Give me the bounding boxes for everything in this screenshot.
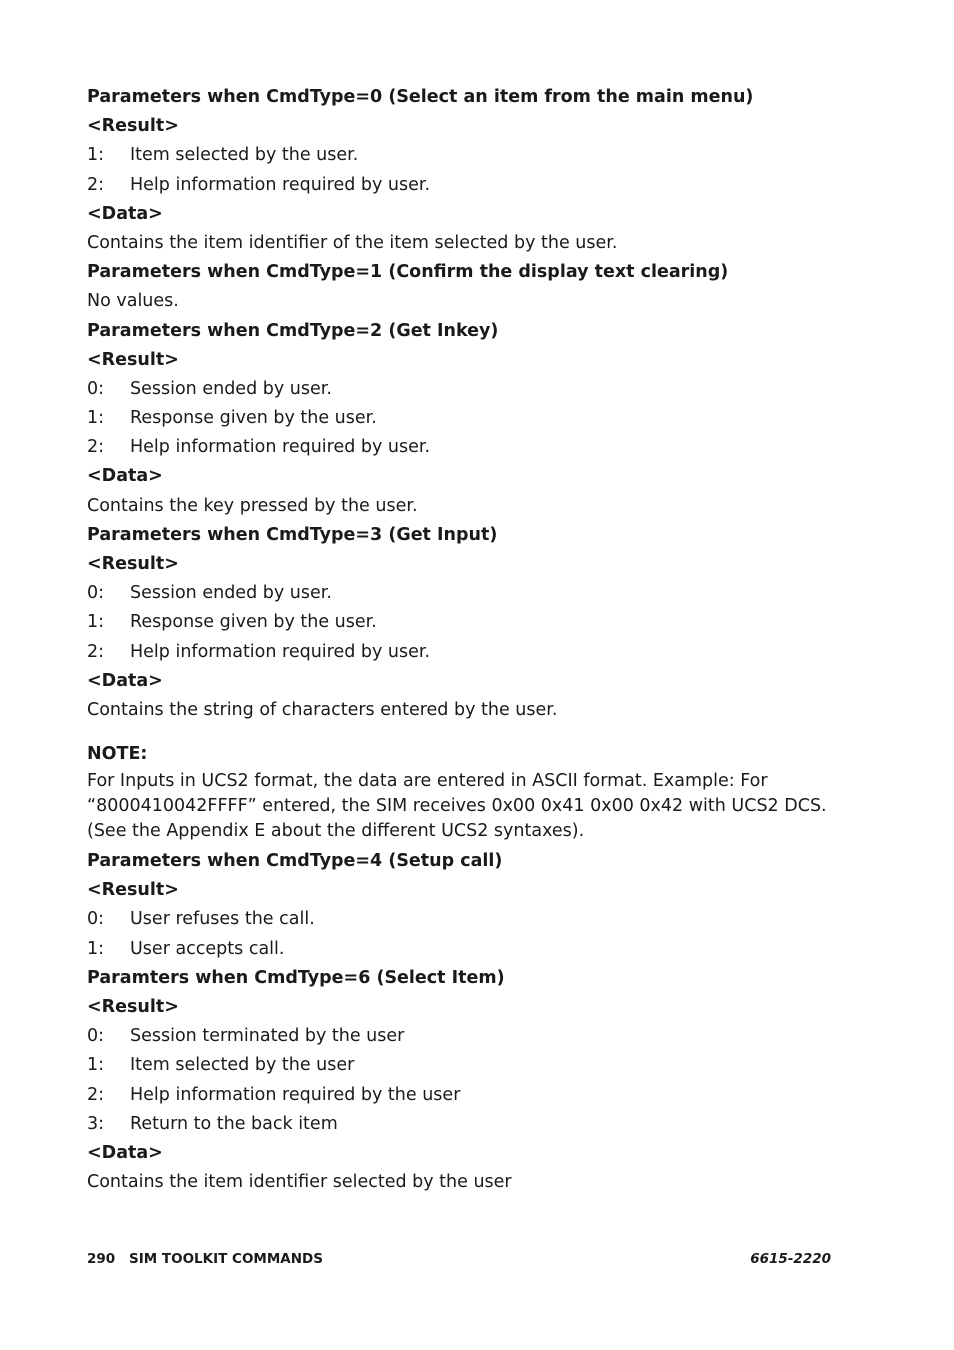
field-label: <Data> xyxy=(87,466,163,487)
list-item-number: 3: xyxy=(87,1113,105,1134)
note-line: For Inputs in UCS2 format, the data are entered in ASCII format. Example: For xyxy=(87,771,768,792)
field-label: <Data> xyxy=(87,1142,163,1163)
body-text: Contains the item identifier selected by the user xyxy=(87,1172,512,1193)
document-body xyxy=(87,83,847,1197)
list-item-number: 0: xyxy=(87,378,105,399)
body-text: Contains the string of characters entered by the user. xyxy=(87,699,558,720)
list-item-number: 2: xyxy=(87,437,105,458)
list-item xyxy=(87,404,847,433)
list-item-number: 1: xyxy=(87,938,105,959)
list-item-number: 0: xyxy=(87,909,105,930)
list-item-text: Item selected by the user. xyxy=(130,145,359,166)
section-heading: Parameters when CmdType=3 (Get Input) xyxy=(87,524,498,545)
command-parameters-part-2 xyxy=(87,847,847,1197)
list-item-text: Return to the back item xyxy=(130,1113,338,1134)
list-item-text: Session ended by user. xyxy=(130,378,332,399)
list-item-text: Help information required by the user xyxy=(130,1084,461,1105)
list-item xyxy=(87,1110,847,1139)
list-item-text: Response given by the user. xyxy=(130,612,377,633)
list-item-text: Response given by the user. xyxy=(130,408,377,429)
section-heading: Parameters when CmdType=0 (Select an item from the main menu) xyxy=(87,87,754,107)
list-item xyxy=(87,905,847,934)
section-title: SIM TOOLKIT COMMANDS xyxy=(129,1251,323,1267)
document-number: 6615-2220 xyxy=(750,1251,831,1267)
list-item-text: Help information required by user. xyxy=(130,641,431,662)
list-item xyxy=(87,638,847,667)
list-item-text: Item selected by the user xyxy=(130,1055,355,1076)
section-heading: Parameters when CmdType=2 (Get Inkey) xyxy=(87,320,499,341)
note-text xyxy=(87,769,847,843)
list-item xyxy=(87,1081,847,1110)
list-item-number: 0: xyxy=(87,583,105,604)
list-item-text: User refuses the call. xyxy=(130,909,315,930)
field-label: <Data> xyxy=(87,670,163,691)
list-item xyxy=(87,375,847,404)
section-heading: Parameters when CmdType=4 (Setup call) xyxy=(87,851,503,872)
body-text: Contains the item identifier of the item selected by the user. xyxy=(87,232,618,253)
list-item-text: User accepts call. xyxy=(130,938,285,959)
list-item-number: 1: xyxy=(87,1055,105,1076)
list-item xyxy=(87,433,847,462)
list-item-text: Session terminated by the user xyxy=(130,1026,405,1047)
list-item-number: 1: xyxy=(87,408,105,429)
list-item xyxy=(87,1051,847,1080)
list-item xyxy=(87,171,847,200)
section-heading: Paramters when CmdType=6 (Select Item) xyxy=(87,967,505,988)
list-item-text: Help information required by user. xyxy=(130,174,431,195)
field-label: <Result> xyxy=(87,880,179,901)
list-item-number: 2: xyxy=(87,1084,105,1105)
list-item-text: Help information required by user. xyxy=(130,437,431,458)
note-line: (See the Appendix E about the different UCS2 syntaxes). xyxy=(87,820,585,841)
field-label: <Result> xyxy=(87,349,179,370)
list-item-number: 1: xyxy=(87,612,105,633)
list-item-text: Session ended by user. xyxy=(130,583,332,604)
list-item xyxy=(87,579,847,608)
field-label: <Result> xyxy=(87,997,179,1018)
list-item xyxy=(87,141,847,170)
note-title: NOTE: xyxy=(87,744,148,765)
list-item-number: 2: xyxy=(87,641,105,662)
list-item-number: 0: xyxy=(87,1026,105,1047)
field-label: <Result> xyxy=(87,554,179,574)
list-item-number: 1: xyxy=(87,145,105,166)
field-label: <Data> xyxy=(87,203,163,224)
section-heading: Parameters when CmdType=1 (Confirm the display text clearing) xyxy=(87,262,729,283)
body-text: No values. xyxy=(87,291,179,312)
page-footer xyxy=(87,1251,831,1271)
field-label: <Result> xyxy=(87,116,179,137)
list-item xyxy=(87,935,847,964)
list-item xyxy=(87,1022,847,1051)
note-line: “8000410042FFFF” entered, the SIM receives 0x00 0x41 0x00 0x42 with UCS2 DCS. xyxy=(87,795,827,816)
list-item-number: 2: xyxy=(87,174,105,195)
list-item xyxy=(87,608,847,637)
note-block xyxy=(87,740,847,843)
body-text: Contains the key pressed by the user. xyxy=(87,495,418,516)
page-number: 290 xyxy=(87,1251,116,1267)
command-parameters-part-1 xyxy=(87,83,847,725)
